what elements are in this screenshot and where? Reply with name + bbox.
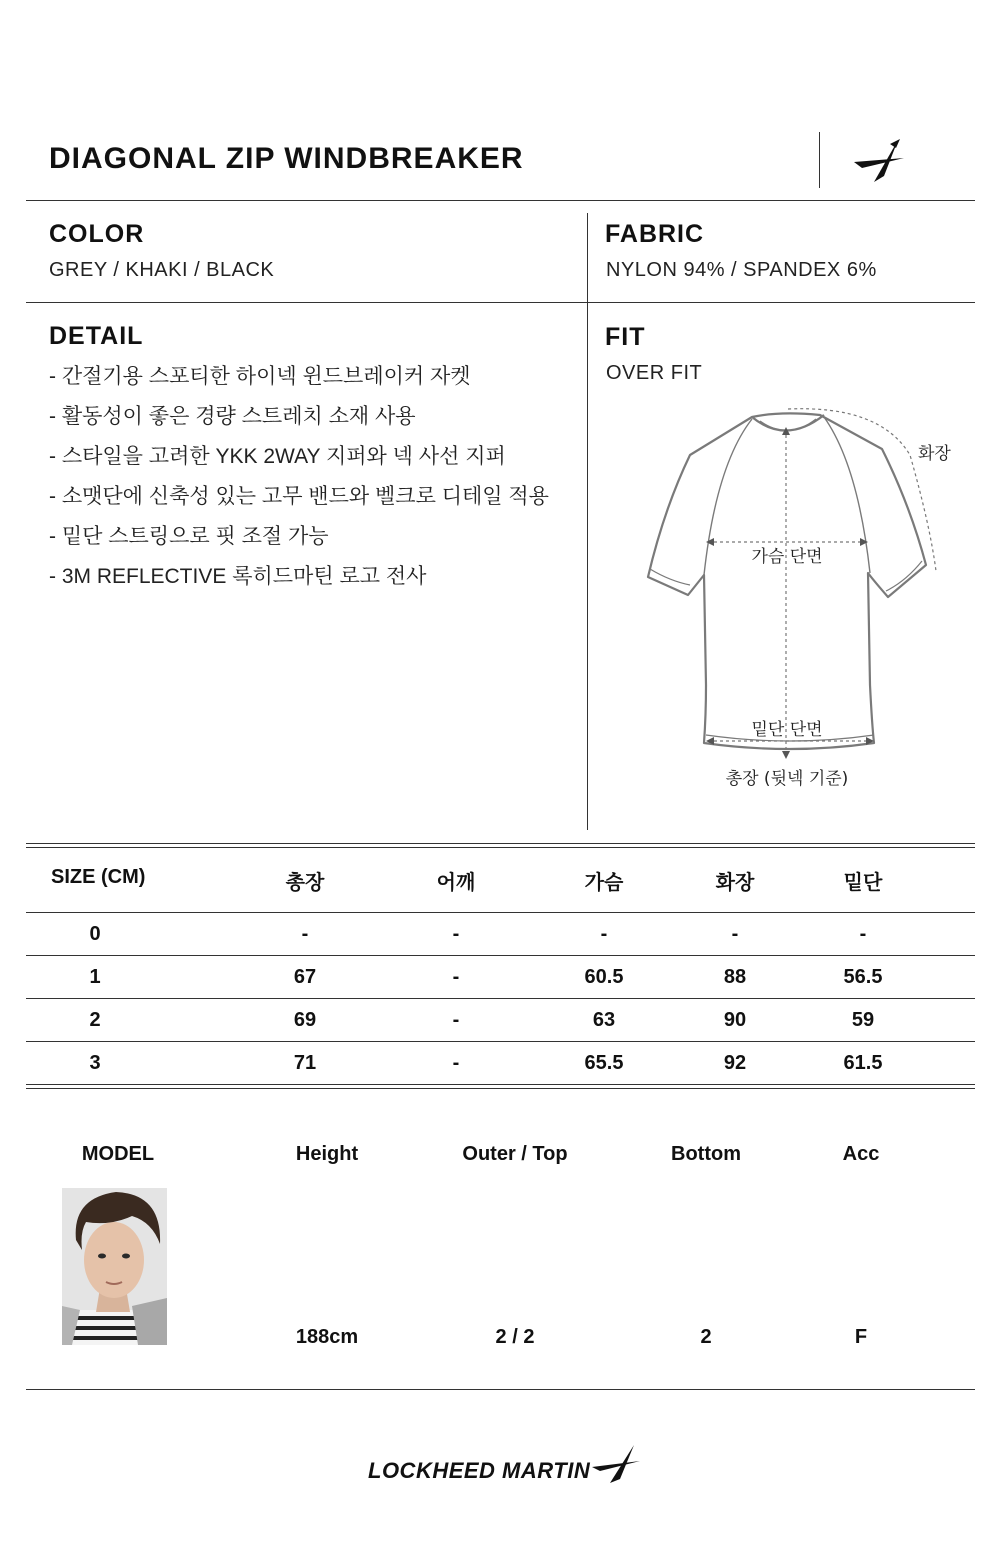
table-row-line xyxy=(26,1041,975,1042)
table-header-line xyxy=(26,912,975,913)
divider-vertical xyxy=(587,213,588,830)
size-cell: 1 xyxy=(89,966,101,988)
size-header-length: 총장 xyxy=(285,872,325,894)
size-cell: 56.5 xyxy=(843,966,883,988)
size-cell: 71 xyxy=(293,1052,317,1074)
detail-list xyxy=(49,362,549,602)
height-header: Height xyxy=(295,1143,359,1165)
table-row-line xyxy=(26,955,975,956)
size-cell: 3 xyxy=(89,1052,101,1074)
size-cell: 88 xyxy=(723,966,747,988)
outer-top-header: Outer / Top xyxy=(462,1143,568,1165)
hem-width-label: 밑단 단면 xyxy=(751,720,823,740)
sleeve-length-label: 화장 xyxy=(918,444,951,464)
table-top-line-2 xyxy=(26,847,975,848)
table-top-line xyxy=(26,843,975,844)
divider-top xyxy=(26,200,975,201)
product-title: DIAGONAL ZIP WINDBREAKER xyxy=(49,142,524,175)
fabric-value: NYLON 94% / SPANDEX 6% xyxy=(606,259,877,281)
height-value: 188cm xyxy=(295,1326,359,1348)
model-avatar xyxy=(62,1188,167,1345)
size-cell: - xyxy=(301,923,309,945)
bottom-value: 2 xyxy=(700,1326,712,1348)
detail-item: - 3M REFLECTIVE 록히드마틴 로고 전사 xyxy=(49,565,427,588)
star-logo-icon xyxy=(850,138,908,184)
star-logo-icon xyxy=(590,1443,642,1485)
chest-width-label: 가슴 단면 xyxy=(751,547,823,567)
divider-bottom xyxy=(26,1389,975,1390)
brand-logo-text: LOCKHEED MARTIN xyxy=(368,1458,591,1483)
size-cell: 69 xyxy=(293,1009,317,1031)
acc-header: Acc xyxy=(842,1143,880,1165)
size-cell: - xyxy=(600,923,608,945)
outer-top-value: 2 / 2 xyxy=(495,1326,535,1348)
color-value: GREY / KHAKI / BLACK xyxy=(49,259,275,281)
acc-value: F xyxy=(854,1326,868,1348)
size-cell: 92 xyxy=(723,1052,747,1074)
table-row-line xyxy=(26,998,975,999)
size-cell: 0 xyxy=(89,923,101,945)
size-cell: 90 xyxy=(723,1009,747,1031)
size-cell: 60.5 xyxy=(584,966,624,988)
detail-item: - 간절기용 스포티한 하이넥 윈드브레이커 자켓 xyxy=(49,365,471,388)
size-cell: - xyxy=(452,923,460,945)
fit-heading: FIT xyxy=(605,323,646,351)
size-header-shoulder: 어깨 xyxy=(436,872,476,894)
fabric-heading: FABRIC xyxy=(605,220,705,248)
size-cell: - xyxy=(452,1009,460,1031)
detail-heading: DETAIL xyxy=(49,322,144,350)
color-heading: COLOR xyxy=(49,220,145,248)
size-header-chest: 가슴 xyxy=(584,872,624,894)
size-cell: 61.5 xyxy=(843,1052,883,1074)
detail-item: - 밑단 스트링으로 핏 조절 가능 xyxy=(49,525,329,548)
title-divider xyxy=(819,132,820,188)
size-header-hem: 밑단 xyxy=(843,872,883,894)
detail-item: - 활동성이 좋은 경량 스트레치 소재 사용 xyxy=(49,405,416,428)
size-cell: - xyxy=(859,923,867,945)
size-cell: 2 xyxy=(89,1009,101,1031)
model-header: MODEL xyxy=(81,1143,155,1165)
detail-item: - 소맷단에 신축성 있는 고무 밴드와 벨크로 디테일 적용 xyxy=(49,485,549,508)
size-cell: - xyxy=(452,1052,460,1074)
table-bottom-line xyxy=(26,1084,975,1085)
size-cell: 67 xyxy=(293,966,317,988)
tshirt-diagram xyxy=(630,385,970,805)
detail-item: - 스타일을 고려한 YKK 2WAY 지퍼와 넥 사선 지퍼 xyxy=(49,445,506,468)
size-cell: - xyxy=(452,966,460,988)
size-cell: 65.5 xyxy=(584,1052,624,1074)
bottom-header: Bottom xyxy=(671,1143,741,1165)
size-header-size: SIZE (CM) xyxy=(51,866,146,888)
total-length-label: 총장 (뒷넥 기준) xyxy=(725,769,849,789)
fit-value: OVER FIT xyxy=(606,362,703,384)
size-cell: 63 xyxy=(592,1009,616,1031)
table-bottom-line-2 xyxy=(26,1088,975,1089)
size-header-sleeve: 화장 xyxy=(715,872,755,894)
divider-middle xyxy=(26,302,975,303)
size-cell: - xyxy=(731,923,739,945)
size-cell: 59 xyxy=(851,1009,875,1031)
